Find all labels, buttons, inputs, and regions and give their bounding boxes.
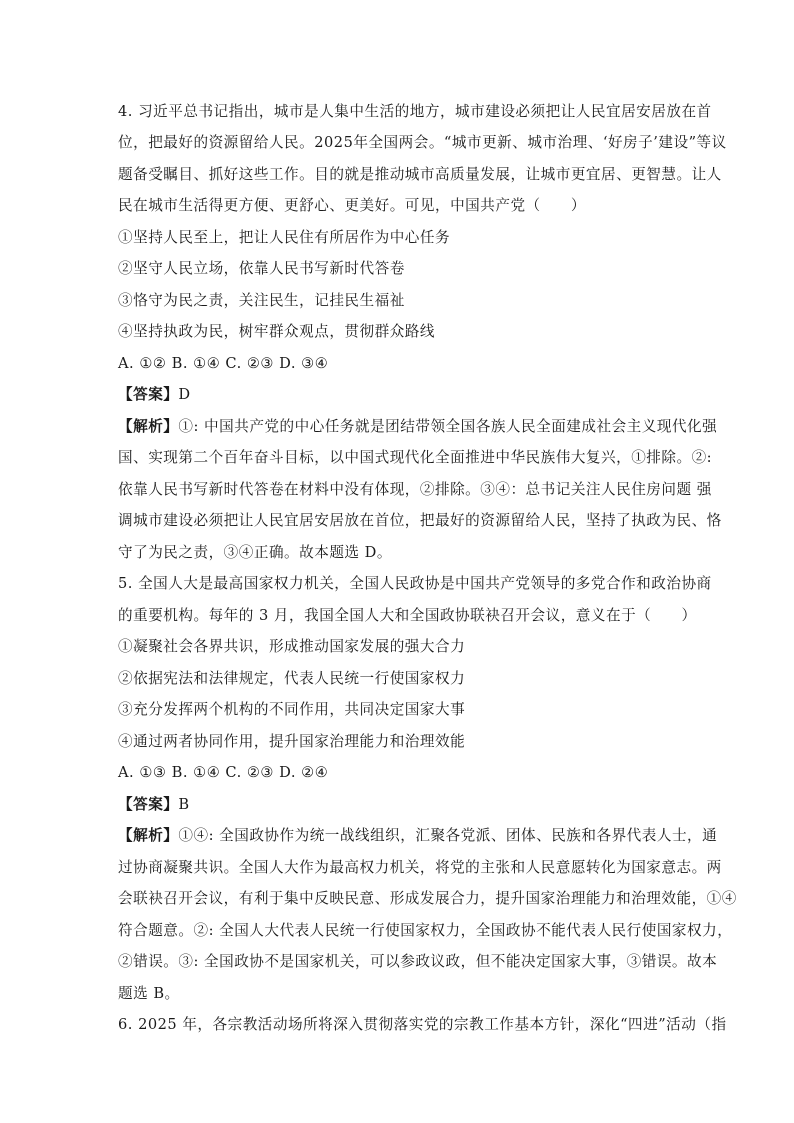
question-6 — [118, 1010, 727, 1042]
document-page — [118, 96, 737, 1041]
analysis-label: 【解析】 — [118, 417, 179, 435]
answer-label: 【答案】 — [118, 795, 179, 813]
answer-value: D — [178, 386, 191, 404]
question-5 — [118, 569, 737, 1010]
q4-analysis-line — [118, 411, 718, 443]
q4-analysis-line: 守了为民之责，③④正确。故本题选 D。 — [118, 543, 392, 561]
q5-analysis-line: ②错误。③: 全国政协不是国家机关，可以参政议政，但不能决定国家大事，③错误。故本 — [118, 953, 718, 971]
q5-stem-line: 的重要机构。每年的 3 月，我国全国人大和全国政协联袂召开会议，意义在于（ ） — [118, 606, 697, 624]
q4-analysis-line: 依靠人民书写新时代答卷在材料中没有体现，②排除。③④：总书记关注人民住房问题 强 — [118, 480, 712, 498]
q4-answer — [118, 380, 684, 412]
q4-option: ①坚持人民至上，把让人民住有所居作为中心任务 — [118, 228, 451, 246]
q6-stem-line: 6. 2025 年，各宗教活动场所将深入贯彻落实党的宗教工作基本方针，深化“四进”活动（指 — [118, 1016, 727, 1034]
q4-option: ④坚持执政为民，树牢群众观点，贯彻群众路线 — [118, 323, 435, 341]
q5-analysis-line: 会联袂召开会议，有利于集中反映民意、形成发展合力，提升国家治理能力和治理效能，①④ — [118, 890, 737, 908]
q5-option: ④通过两者协同作用，提升国家治理能力和治理效能 — [118, 732, 466, 750]
q5-analysis-line: 过协商凝聚共识。全国人大作为最高权力机关，将党的主张和人民意愿转化为国家意志。两 — [118, 858, 722, 876]
q4-option: ②坚守人民立场，依靠人民书写新时代答卷 — [118, 260, 405, 278]
q5-option: ①凝聚社会各界共识，形成推动国家发展的强大合力 — [118, 638, 466, 656]
answer-label: 【答案】 — [118, 386, 179, 404]
q5-analysis-line: 题选 B。 — [118, 984, 180, 1002]
q4-stem-line: 4. 习近平总书记指出，城市是人集中生活的地方，城市建设必须把让人民宜居安居放在首 — [118, 102, 712, 120]
q5-analysis-line — [118, 821, 718, 853]
q4-option: ③恪守为民之责，关注民生，记挂民生福祉 — [118, 291, 405, 309]
q5-choices: A. ①③ B. ①④ C. ②③ D. ②④ — [118, 764, 329, 782]
q4-choices: A. ①② B. ①④ C. ②③ D. ③④ — [118, 354, 329, 372]
analysis-label: 【解析】 — [118, 827, 179, 845]
q4-stem-line: 题备受瞩目、抓好这些工作。目的就是推动城市高质量发展，让城市更宜居、更智慧。让人 — [118, 165, 722, 183]
q4-analysis-line: 调城市建设必须把让人民宜居安居放在首位，把最好的资源留给人民，坚持了执政为民、恪 — [118, 512, 722, 530]
q4-stem-line: 民在城市生活得更方便、更舒心、更美好。可见，中国共产党（ ） — [118, 197, 586, 215]
q4-stem-line: 位，把最好的资源留给人民。2025年全国两会。“城市更新、城市治理、‘好房子’建设”等议 — [118, 134, 727, 152]
q5-stem-line: 5. 全国人大是最高国家权力机关，全国人民政协是中国共产党领导的多党合作和政治协商 — [118, 575, 712, 593]
analysis-text: ①④: 全国政协作为统一战线组织，汇聚各党派、团体、民族和各界代表人士，通 — [178, 827, 718, 845]
q5-option: ②依据宪法和法律规定，代表人民统一行使国家权力 — [118, 669, 466, 687]
question-4 — [118, 96, 727, 569]
q5-option: ③充分发挥两个机构的不同作用，共同决定国家大事 — [118, 701, 466, 719]
q5-analysis-line: 符合题意。②: 全国人大代表人民统一行使国家权力，全国政协不能代表人民行使国家权力， — [118, 921, 733, 939]
q5-answer — [118, 789, 684, 821]
answer-value: B — [178, 795, 190, 813]
analysis-text: ①: 中国共产党的中心任务就是团结带领全国各族人民全面建成社会主义现代化强 — [178, 417, 718, 435]
q4-analysis-line: 国、实现第二个百年奋斗目标，以中国式现代化全面推进中华民族伟大复兴，①排除。②: — [118, 449, 713, 467]
